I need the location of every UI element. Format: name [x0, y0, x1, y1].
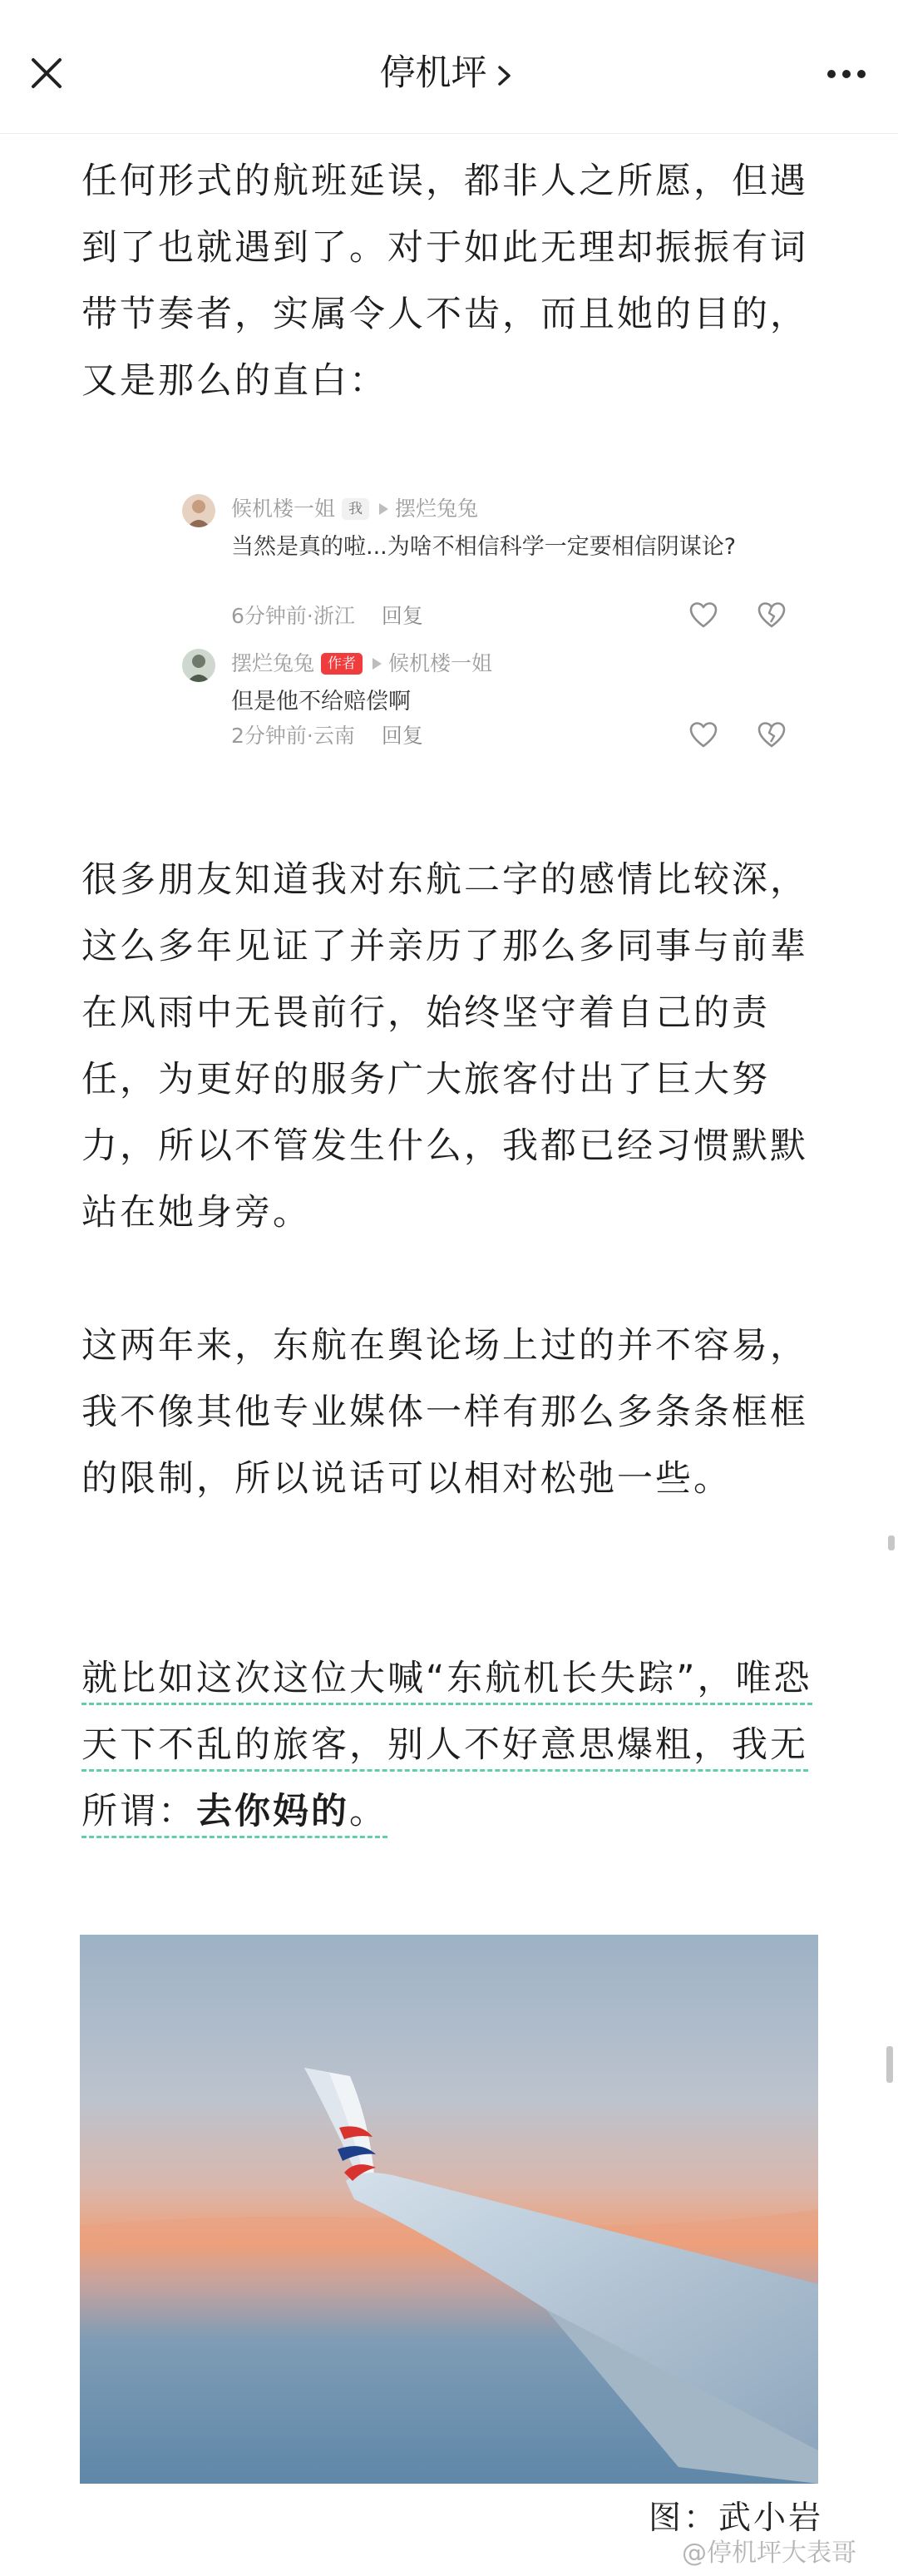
article-paragraph-1: 任何形式的航班延误，都非人之所愿，但遇到了也就遇到了。对于如此无理却振振有词带节奏者，实属令人不齿，而且她的目的，又是那么的直白：: [81, 161, 808, 402]
dislike-button[interactable]: [755, 719, 788, 752]
comment-meta: [231, 602, 423, 630]
avatar: [182, 494, 215, 527]
dislike-button[interactable]: [755, 599, 788, 632]
article-paragraph-2: 很多朋友知道我对东航二字的感情比较深，这么多年见证了并亲历了那么多同事与前辈在风雨中无畏前行，始终坚守着自己的责任，为更好的服务广大旅客付出了巨大努力，所以不管发生什么，我都已经习惯默默站在她身旁。: [81, 859, 808, 1234]
like-button[interactable]: [687, 599, 720, 632]
scrollbar-thumb[interactable]: [886, 2046, 893, 2083]
comment-time: 6分钟前: [231, 604, 307, 628]
caret-right-icon: [379, 503, 388, 515]
reply-to-username[interactable]: 候机楼一姐: [388, 651, 493, 675]
comment-location: 浙江: [313, 604, 355, 628]
comment-text: 但是他不给赔偿啊: [231, 689, 411, 714]
comment-screenshot: [180, 489, 812, 764]
close-icon: [20, 47, 73, 100]
comment-time: 2分钟前: [231, 724, 307, 748]
more-options-button[interactable]: [817, 52, 876, 96]
close-button[interactable]: [20, 47, 73, 100]
broken-heart-icon: [755, 599, 788, 632]
author-badge: 作者: [321, 653, 363, 675]
caret-right-icon: [373, 658, 382, 670]
reply-button[interactable]: 回复: [381, 604, 423, 628]
paragraph-4-text: 就比如这次这位大喊“东航机长失踪”，唯恐天下不乱的旅客，别人不好意思爆粗，我无所谓：: [81, 1658, 812, 1832]
comment-meta: [231, 722, 423, 750]
self-badge: 我: [342, 498, 369, 520]
scrollbar-thumb[interactable]: [888, 1535, 895, 1550]
bold-text: 去你妈的: [196, 1791, 349, 1832]
paragraph-4-end: 。: [349, 1791, 387, 1832]
like-button[interactable]: [687, 719, 720, 752]
heart-icon: [687, 719, 720, 752]
airplane-wing-sunset-image: [80, 1935, 818, 2484]
heart-icon: [687, 599, 720, 632]
comment-username[interactable]: 候机楼一姐: [231, 497, 336, 521]
account-title-link[interactable]: [380, 47, 519, 100]
airplane-wing-photo[interactable]: [80, 1935, 818, 2484]
reply-to-username[interactable]: 摆烂兔兔: [395, 497, 479, 521]
title-container: [0, 47, 898, 100]
comment-location: 云南: [313, 724, 355, 748]
comment-header: [231, 492, 478, 526]
article-paragraph-3: 这两年来，东航在舆论场上过的并不容易，我不像其他专业媒体一样有那么多条条框框的限制，所以说话可以相对松弛一些。: [81, 1325, 808, 1500]
meta-separator: ·: [306, 724, 313, 748]
chevron-right-icon: [491, 62, 519, 90]
comment-username[interactable]: 摆烂兔兔: [231, 651, 315, 675]
highlighted-text: [81, 1658, 812, 1838]
more-icon: [817, 52, 876, 96]
account-title: 停机坪: [379, 52, 487, 94]
comment-header: [231, 647, 492, 680]
avatar: [182, 649, 215, 682]
article-paragraph-4: [81, 1645, 822, 1845]
watermark: @停机坪大表哥: [682, 2539, 856, 2568]
top-navigation-bar: [0, 0, 898, 134]
photo-caption: 图：武小岩: [648, 2499, 823, 2537]
reply-button[interactable]: 回复: [381, 724, 423, 748]
meta-separator: ·: [306, 604, 313, 628]
broken-heart-icon: [755, 719, 788, 752]
comment-text: 当然是真的啦...为啥不相信科学一定要相信阴谋论?: [231, 534, 737, 560]
